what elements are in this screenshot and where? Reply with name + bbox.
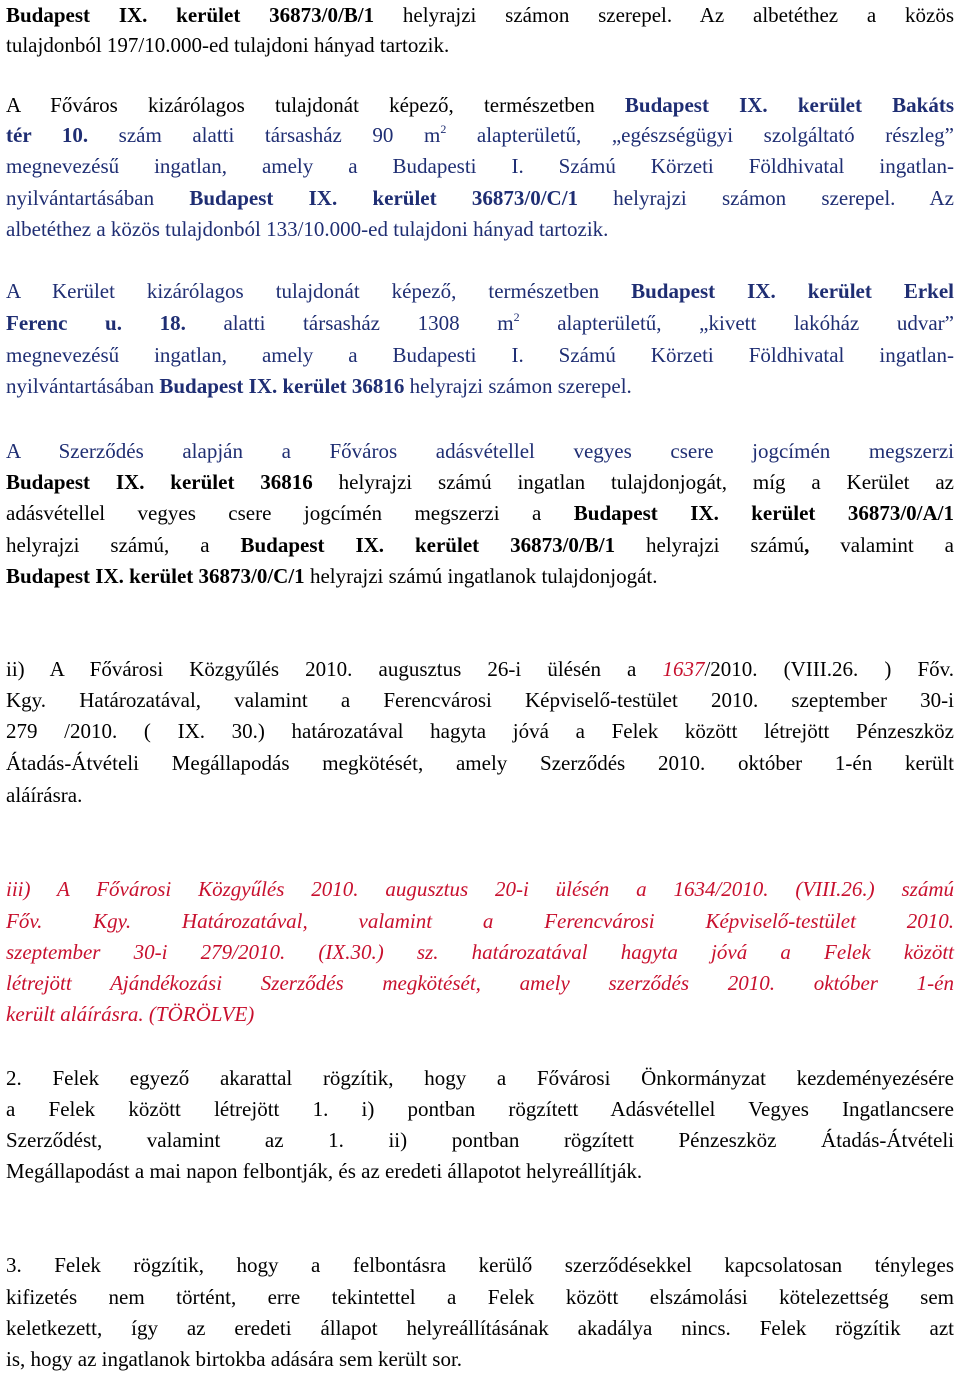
property-reference: Budapest IX. kerület 36873/0/B/1 xyxy=(240,533,616,557)
para8-line2 xyxy=(6,1282,954,1312)
property-reference: Budapest IX. kerület 36816 xyxy=(159,374,405,398)
text-run: A Szerződés alapján a Főváros adásvétellel vegyes csere jogcímén megszerzi xyxy=(6,439,954,463)
text-run: aláírásra. xyxy=(6,783,83,807)
text-run: A Kerület kizárólagos tulajdonát képező, természetben xyxy=(6,279,632,303)
text-run: 279 /2010. ( IX. 30.) határozatával hagyta jóvá a Felek között létrejött Pénzeszköz xyxy=(6,719,954,743)
para3-line1 xyxy=(6,276,954,306)
text-run: is, hogy az ingatlanok birtokba adására sem került sor. xyxy=(6,1347,463,1371)
property-reference: Budapest IX. kerület 36816 xyxy=(6,470,313,494)
text-run: létrejött Ajándékozási Szerződés megkötését, amely szerződés 2010. október 1-én xyxy=(6,971,954,995)
property-reference: tér 10. xyxy=(6,123,89,147)
resolution-number: 1637 xyxy=(662,657,705,681)
para8-line3 xyxy=(6,1313,954,1343)
text-run: kifizetés nem történt, erre tekintettel a Felek között elszámolási kötelezettség sem xyxy=(6,1285,954,1309)
text-run: helyrajzi számon szerepel. Az xyxy=(578,186,955,210)
text-run: adásvétellel vegyes csere jogcímén megszerzi a xyxy=(6,501,574,525)
para4-line1 xyxy=(6,436,954,466)
property-reference: Budapest IX. kerület 36873/0/A/1 xyxy=(573,501,955,525)
para7-line3 xyxy=(6,1125,954,1155)
para7-line1 xyxy=(6,1063,954,1093)
para7-line2 xyxy=(6,1094,954,1124)
text-run: Megállapodást a mai napon felbontják, és az eredeti állapotot helyreállítják. xyxy=(6,1159,643,1183)
para6-line4 xyxy=(6,968,954,998)
para6-line5 xyxy=(6,999,954,1029)
text-run: helyrajzi számú xyxy=(615,533,805,557)
text-run: valamint a xyxy=(809,533,955,557)
para8-line4 xyxy=(6,1344,954,1374)
text-run: alapterületű, „kivett lakóház udvar” xyxy=(519,311,954,335)
para5-line1 xyxy=(6,654,954,684)
para2-line3 xyxy=(6,151,954,181)
para6-line2 xyxy=(6,906,954,936)
text-run: helyrajzi számon szerepel. Az albetéthez a közös xyxy=(374,3,955,27)
text-run: megnevezésű ingatlan, amely a Budapesti I. Számú Körzeti Földhivatal ingatlan- xyxy=(6,154,954,178)
para5-line3 xyxy=(6,716,954,746)
text-run: Főv. Kgy. Határozatával, valamint a Ferencvárosi Képviselő-testület 2010. xyxy=(6,909,954,933)
para6-line3 xyxy=(6,937,954,967)
text-run: keletkezett, így az eredeti állapot helyreállításának akadálya nincs. Felek rögzítik azt xyxy=(6,1316,954,1340)
text-run: nyilvántartásában xyxy=(6,186,190,210)
para2-line4 xyxy=(6,183,954,213)
para3-line2 xyxy=(6,308,954,338)
para1-line1 xyxy=(6,0,954,30)
text-run: alapterületű, „egészségügyi szolgáltató részleg” xyxy=(446,123,954,147)
text-run: Kgy. Határozatával, valamint a Ferencvárosi Képviselő-testület 2010. szeptember 30-i xyxy=(6,688,954,712)
text-run: Szerződést, valamint az 1. ii) pontban rögzített Pénzeszköz Átadás-Átvételi xyxy=(6,1128,954,1152)
comma: , xyxy=(804,533,810,557)
text-run: helyrajzi számon szerepel. xyxy=(404,374,632,398)
text-run: szeptember 30-i 279/2010. (IX.30.) sz. határozatával hagyta jóvá a Felek között xyxy=(6,940,954,964)
text-run: a Felek között létrejött 1. i) pontban rögzített Adásvétellel Vegyes Ingatlancsere xyxy=(6,1097,954,1121)
text-run: szám alatti társasház 90 m xyxy=(88,123,441,147)
para4-line5 xyxy=(6,561,954,591)
superscript: 2 xyxy=(440,122,447,136)
para5-line2 xyxy=(6,685,954,715)
text-run: helyrajzi számú, a xyxy=(6,533,241,557)
text-run: Átadás-Átvételi Megállapodás megkötését, amely Szerződés 2010. október 1-én került xyxy=(6,751,954,775)
text-run: 2. Felek egyező akarattal rögzítik, hogy a Fővárosi Önkormányzat kezdeményezésére xyxy=(6,1066,954,1090)
property-reference: Budapest IX. kerület 36873/0/C/1 xyxy=(189,186,579,210)
para3-line3 xyxy=(6,340,954,370)
superscript: 2 xyxy=(513,310,520,324)
para4-line4 xyxy=(6,530,954,560)
text-run: A Főváros kizárólagos tulajdonát képező, természetben xyxy=(6,93,625,117)
para2-line1 xyxy=(6,90,954,120)
text-run: helyrajzi számú ingatlanok tulajdonjogát. xyxy=(304,564,658,588)
text-run: alatti társasház 1308 m xyxy=(185,311,514,335)
property-reference: Budapest IX. kerület Erkel xyxy=(631,279,954,303)
text-run: megnevezésű ingatlan, amely a Budapesti I. Számú Körzeti Földhivatal ingatlan- xyxy=(6,343,954,367)
text-run: /2010. (VIII.26. ) Főv. xyxy=(704,657,955,681)
para2-line5 xyxy=(6,214,954,244)
text-run: albetéthez a közös tulajdonból 133/10.000-ed tulajdoni hányad tartozik. xyxy=(6,217,609,241)
text-run: helyrajzi számú ingatlan tulajdonjogát, míg a Kerület az xyxy=(312,470,954,494)
para4-line3 xyxy=(6,498,954,528)
text-run: tulajdonból 197/10.000-ed tulajdoni hányad tartozik. xyxy=(6,33,450,57)
para6-line1 xyxy=(6,874,954,904)
property-reference: Budapest IX. kerület 36873/0/C/1 xyxy=(6,564,305,588)
text-run: nyilvántartásában xyxy=(6,374,160,398)
para5-line4 xyxy=(6,748,954,778)
para5-line5 xyxy=(6,780,954,810)
para2-line2 xyxy=(6,120,954,150)
property-reference: Budapest IX. kerület 36873/0/B/1 xyxy=(6,3,375,27)
para7-line4 xyxy=(6,1156,954,1186)
property-reference: Ferenc u. 18. xyxy=(6,311,186,335)
property-reference: Budapest IX. kerület Bakáts xyxy=(624,93,955,117)
text-run: iii) A Fővárosi Közgyűlés 2010. augusztus 20-i ülésén a 1634/2010. (VIII.26.) számú xyxy=(6,877,954,901)
para1-line2 xyxy=(6,30,954,60)
para4-line2 xyxy=(6,467,954,497)
para3-line4 xyxy=(6,371,954,401)
text-run: ii) A Fővárosi Közgyűlés 2010. augusztus 26-i ülésén a xyxy=(6,657,663,681)
text-run: került aláírásra. (TÖRÖLVE) xyxy=(6,1002,255,1026)
para8-line1 xyxy=(6,1250,954,1280)
text-run: 3. Felek rögzítik, hogy a felbontásra kerülő szerződésekkel kapcsolatosan tényleges xyxy=(6,1253,954,1277)
